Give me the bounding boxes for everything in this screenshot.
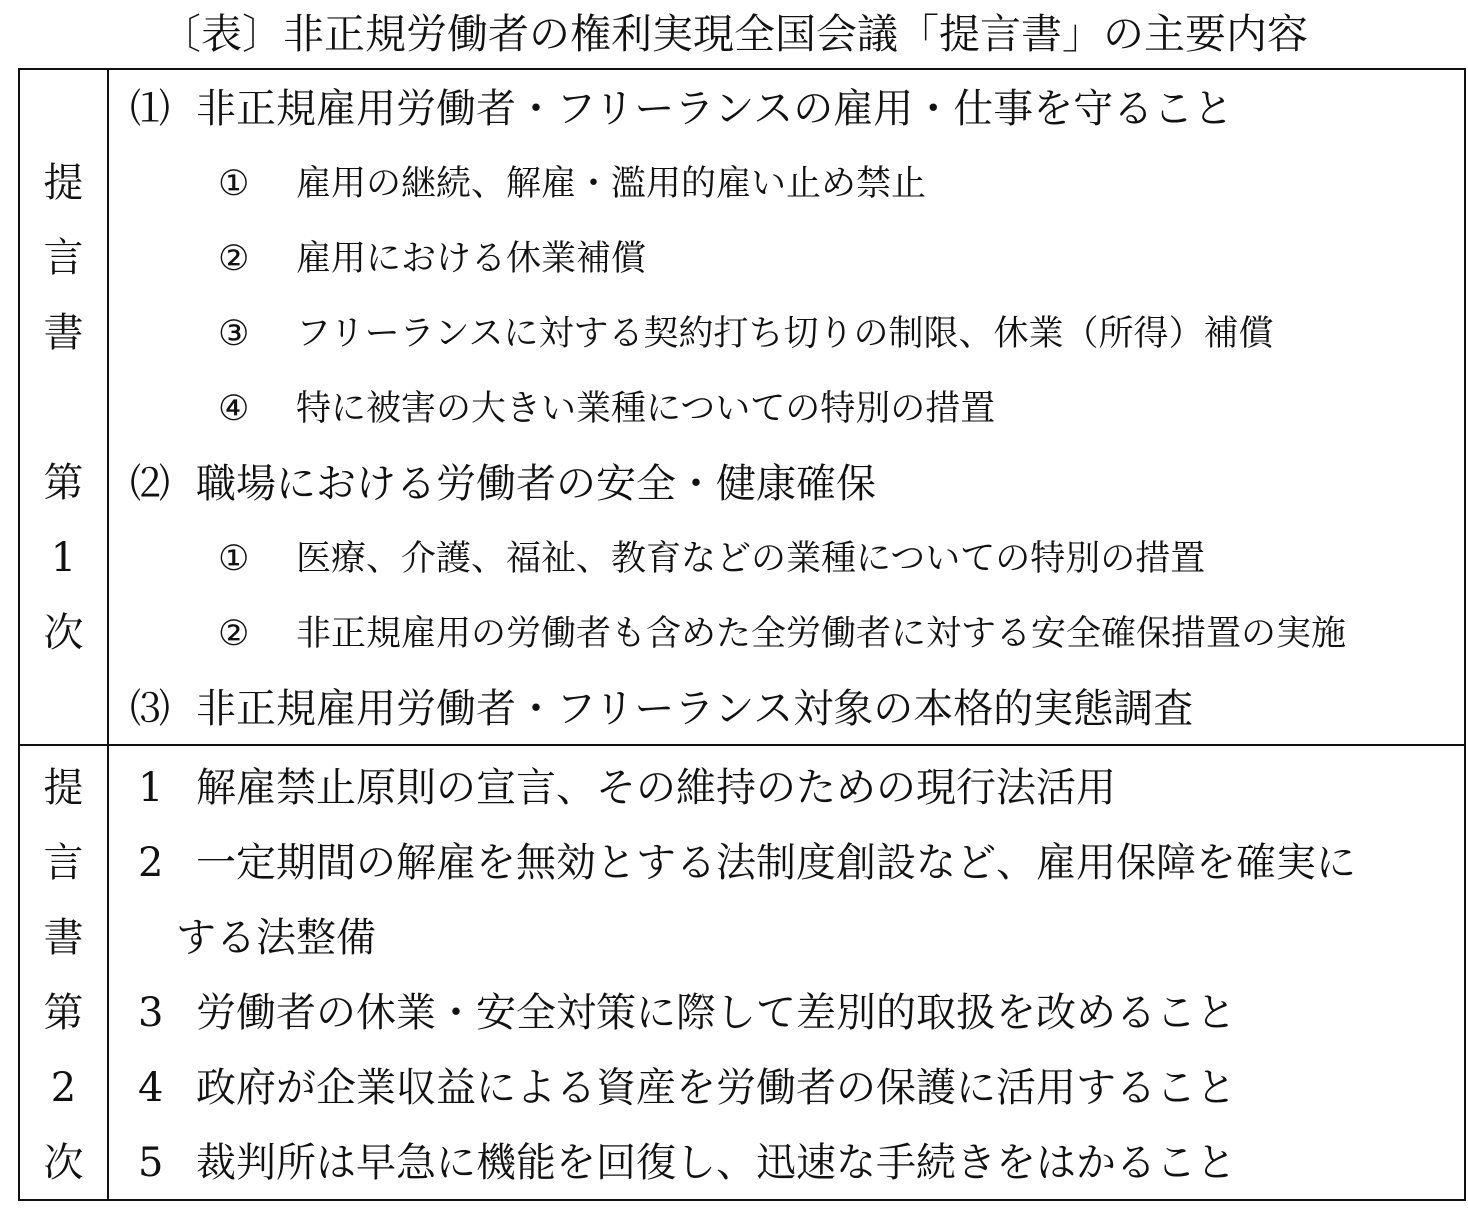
- section1-item-heading: [130, 72, 1233, 147]
- column-divider: [107, 68, 109, 1201]
- item-text: 非正規雇用労働者・フリーランスの雇用・仕事を守ること: [196, 86, 1234, 132]
- section2-item: [138, 751, 1116, 826]
- section2-label-char: 2: [50, 1065, 77, 1111]
- section2-item: [138, 976, 1236, 1051]
- section1-label-gap: [20, 371, 107, 446]
- section2-item: [138, 1126, 1236, 1201]
- section1-item-heading: [130, 672, 1193, 747]
- section1-subitem: [218, 147, 926, 222]
- item-text: 解雇禁止原則の宣言、その維持のための現行法活用: [196, 765, 1116, 811]
- subitem-text: 非正規雇用の労働者も含めた全労働者に対する安全確保措置の実施: [296, 614, 1347, 654]
- subitem-text: 特に被害の大きい業種についての特別の措置: [296, 389, 996, 429]
- subitem-text: 雇用の継続、解雇・濫用的雇い止め禁止: [296, 164, 927, 204]
- subitem-text: 医療、介護、福祉、教育などの業種についての特別の措置: [296, 539, 1206, 579]
- subitem-marker: ②: [218, 239, 250, 279]
- item-number: 1: [138, 765, 164, 811]
- item-text: 裁判所は早急に機能を回復し、迅速な手続きをはかること: [196, 1140, 1236, 1186]
- item-text: 労働者の休業・安全対策に際して差別的取扱を改めること: [196, 990, 1236, 1036]
- subitem-marker: ②: [218, 614, 250, 654]
- section1-label-char: 書: [43, 310, 84, 356]
- section1-item-heading: [130, 447, 876, 522]
- section1-label-char: 次: [43, 610, 84, 656]
- subitem-marker: ④: [218, 389, 250, 429]
- item-number: 3: [138, 990, 164, 1036]
- section1-label-char: 提: [43, 160, 84, 206]
- item-marker: ⑴: [130, 86, 170, 132]
- section2-label: [20, 751, 107, 1201]
- item-text: 政府が企業収益による資産を労働者の保護に活用すること: [196, 1065, 1236, 1111]
- section1-label-char: 第: [43, 460, 84, 506]
- item-text: 一定期間の解雇を無効とする法制度創設など、雇用保障を確実に: [196, 840, 1356, 886]
- section1-label-char: 1: [50, 535, 77, 581]
- section1-subitem: [218, 222, 646, 297]
- item-text: 非正規雇用労働者・フリーランス対象の本格的実態調査: [196, 686, 1194, 732]
- section1-subitem: [218, 372, 995, 447]
- subitem-text: 雇用における休業補償: [296, 239, 647, 279]
- section2-label-char: 書: [43, 915, 84, 961]
- section2-label-char: 第: [43, 990, 84, 1036]
- section2-label-char: 言: [43, 840, 84, 886]
- item-marker: ⑵: [130, 461, 170, 507]
- item-number: 4: [138, 1065, 164, 1111]
- subitem-marker: ①: [218, 539, 250, 579]
- section2-label-char: 次: [43, 1140, 84, 1186]
- item-text: 職場における労働者の安全・健康確保: [196, 461, 876, 507]
- item-number: 2: [138, 840, 164, 886]
- item-number: 5: [138, 1140, 164, 1186]
- section2-label-char: 提: [43, 765, 84, 811]
- document-title: 〔表〕非正規労働者の権利実現全国会議「提言書」の主要内容: [160, 10, 1308, 58]
- subitem-text: フリーランスに対する契約打ち切りの制限、休業（所得）補償: [296, 314, 1274, 354]
- item-marker: ⑶: [130, 686, 170, 732]
- section1-label: [20, 146, 107, 671]
- section2-item: [138, 826, 1356, 901]
- section1-subitem: [218, 597, 1346, 672]
- section2-item-continuation: する法整備: [176, 915, 376, 961]
- subitem-marker: ①: [218, 164, 250, 204]
- section1-subitem: [218, 522, 1205, 597]
- section1-subitem: [218, 297, 1274, 372]
- section1-label-char: 言: [43, 235, 84, 281]
- subitem-marker: ③: [218, 314, 250, 354]
- section2-item: [138, 1051, 1236, 1126]
